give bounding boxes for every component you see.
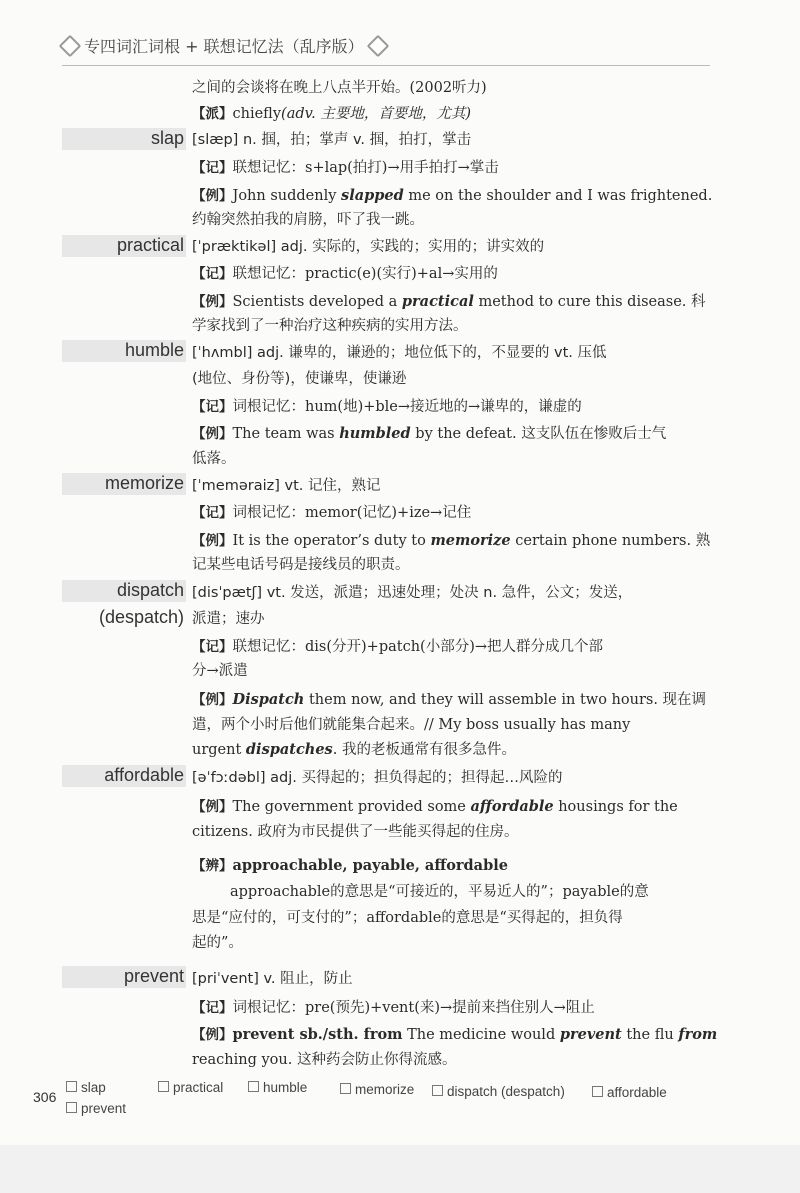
example-dispatch-cont: 遣，两个小时后他们就能集合起来。// My boss usually has many — [192, 717, 631, 733]
definition-humble: [ˈhʌmbl] adj. 谦卑的，谦逊的；地位低下的，不显要的 vt. 压低 — [192, 345, 607, 361]
checkbox-icon[interactable] — [340, 1083, 351, 1094]
headword-slap: slap — [150, 128, 184, 148]
checklist-item[interactable]: affordable — [592, 1085, 667, 1100]
mnemonic-dispatch: 【记】联想记忆：dis(分开)+patch(小部分)→把人群分成几个部 — [192, 639, 603, 655]
mnemonic-prevent: 【记】词根记忆：pre(预先)+vent(来)→提前来挡住别人→阻止 — [192, 1000, 595, 1016]
mnemonic-practical: 【记】联想记忆：practic(e)(实行)+al→实用的 — [192, 266, 498, 282]
page-header — [62, 34, 386, 57]
example-humble-cont: 低落。 — [192, 451, 236, 467]
distinction-text-cont: 思是“应付的，可支付的”；affordable的意思是“买得起的，担负得 — [192, 910, 623, 926]
checklist-item[interactable]: dispatch (despatch) — [432, 1084, 565, 1099]
example-dispatch-cont2: urgent dispatches. 我的老板通常有很多急件。 — [192, 741, 516, 758]
definition-prevent: [priˈvent] v. 阻止，防止 — [192, 971, 353, 987]
definition-dispatch-cont: 派遣；速办 — [192, 611, 265, 627]
page-bottom-shadow — [0, 1145, 800, 1193]
headword-practical: practical — [116, 235, 184, 255]
headword-despatch: (despatch) — [98, 607, 184, 627]
distinction-text-cont2: 起的”。 — [192, 935, 243, 951]
definition-dispatch: [disˈpætʃ] vt. 发送，派遣；迅速处理；处决 n. 急件，公文；发送， — [192, 585, 633, 601]
distinction-text: approachable的意思是“可接近的，平易近人的”；payable的意 — [230, 884, 649, 900]
checkbox-icon[interactable] — [248, 1081, 259, 1092]
example-prevent: 【例】prevent sb./sth. from The medicine would prevent the flu from — [192, 1026, 718, 1043]
example-affordable: 【例】The government provided some affordable housings for the — [192, 798, 678, 815]
definition-affordable: [əˈfɔːdəbl] adj. 买得起的；担负得起的；担得起…风险的 — [192, 770, 563, 786]
checklist-item[interactable]: practical — [158, 1080, 223, 1095]
checkbox-icon[interactable] — [158, 1081, 169, 1092]
example-affordable-cont: citizens. 政府为市民提供了一些能买得起的住房。 — [192, 824, 519, 840]
mnemonic-slap: 【记】联想记忆：s+lap(拍打)→用手拍打→掌击 — [192, 160, 499, 176]
example-prevent-cont: reaching you. 这种药会防止你得流感。 — [192, 1052, 457, 1068]
distinction-affordable: 【辨】approachable, payable, affordable — [192, 857, 508, 874]
checklist-item[interactable]: prevent — [66, 1101, 126, 1116]
intro-line: 之间的会谈将在晚上八点半开始。(2002听力) — [192, 80, 487, 96]
page-number: 306 — [33, 1089, 57, 1105]
mnemonic-memorize: 【记】词根记忆：memor(记忆)+ize→记住 — [192, 505, 472, 521]
headword-affordable: affordable — [104, 765, 184, 785]
checklist-item[interactable]: humble — [248, 1080, 307, 1095]
mnemonic-humble: 【记】词根记忆：hum(地)+ble→接近地的→谦卑的，谦虚的 — [192, 399, 582, 415]
example-memorize-cont: 记某些电话号码是接线员的职责。 — [192, 557, 410, 573]
headword-dispatch: dispatch — [116, 580, 184, 600]
example-practical: 【例】Scientists developed a practical method to cure this disease. 科 — [192, 293, 706, 310]
checkbox-icon[interactable] — [432, 1085, 443, 1096]
example-memorize: 【例】It is the operator’s duty to memorize certain phone numbers. 熟 — [192, 532, 711, 549]
diamond-icon — [59, 34, 82, 57]
checkbox-icon[interactable] — [66, 1081, 77, 1092]
definition-memorize: [ˈmeməraiz] vt. 记住，熟记 — [192, 478, 381, 494]
page-header-title: 专四词汇词根 + 联想记忆法（乱序版） — [84, 37, 364, 56]
headword-memorize: memorize — [104, 473, 184, 493]
checkbox-icon[interactable] — [66, 1102, 77, 1113]
headword-prevent: prevent — [123, 966, 184, 986]
diamond-icon — [366, 34, 389, 57]
example-dispatch: 【例】Dispatch them now, and they will assemble in two hours. 现在调 — [192, 691, 707, 708]
checklist-item[interactable]: slap — [66, 1080, 106, 1095]
headword-humble: humble — [124, 340, 184, 360]
mnemonic-dispatch-cont: 分→派遣 — [192, 663, 248, 679]
derivative-line: 【派】chiefly(adv. 主要地，首要地，尤其) — [192, 106, 471, 122]
example-practical-cont: 学家找到了一种治疗这种疾病的实用方法。 — [192, 318, 468, 334]
example-slap: 【例】John suddenly slapped me on the shoulder and I was frightened. — [192, 187, 713, 204]
example-humble: 【例】The team was humbled by the defeat. 这支队伍在惨败后士气 — [192, 425, 667, 442]
checkbox-icon[interactable] — [592, 1086, 603, 1097]
header-divider — [62, 65, 710, 66]
definition-humble-cont: (地位、身份等)，使谦卑，使谦逊 — [192, 371, 407, 387]
checklist-item[interactable]: memorize — [340, 1082, 414, 1097]
example-slap-cont: 约翰突然拍我的肩膀，吓了我一跳。 — [192, 212, 424, 228]
definition-practical: [ˈpræktikəl] adj. 实际的，实践的；实用的；讲实效的 — [192, 239, 545, 255]
definition-slap: [slæp] n. 掴，拍；掌声 v. 掴，拍打，掌击 — [192, 132, 472, 148]
